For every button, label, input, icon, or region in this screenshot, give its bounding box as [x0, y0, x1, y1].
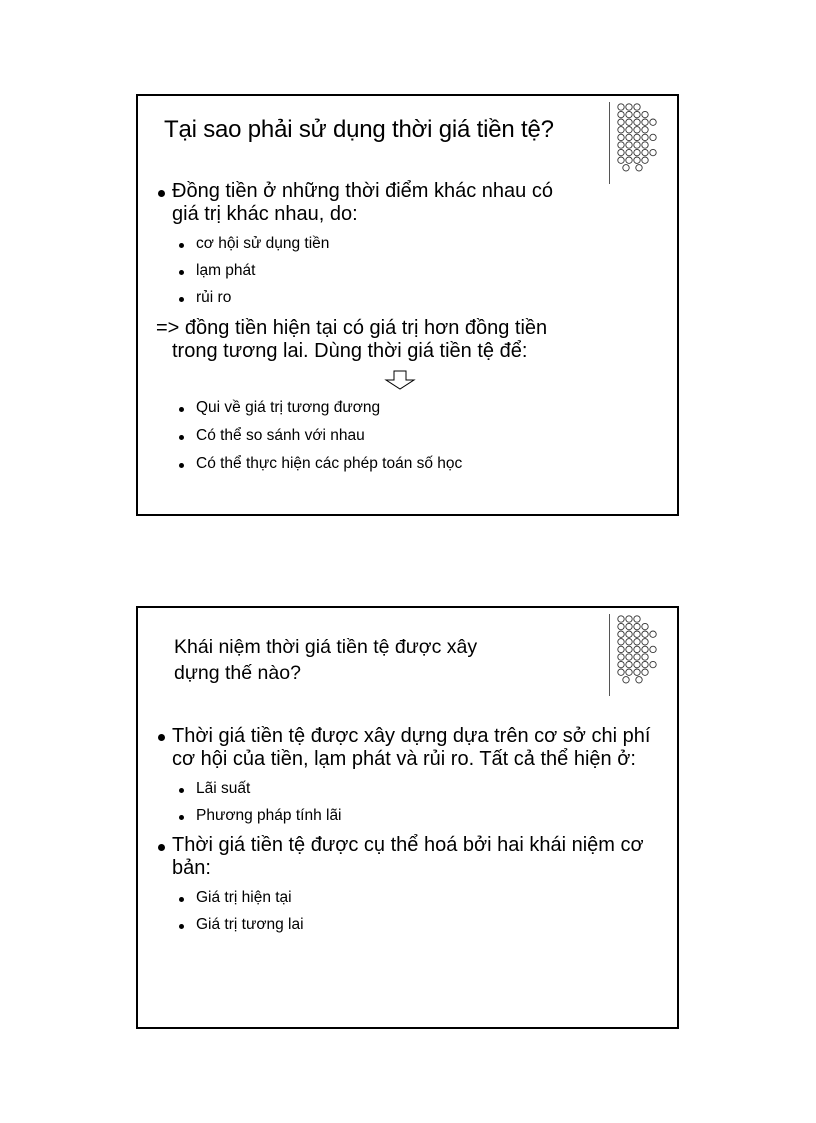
grid-circle [626, 623, 632, 629]
grid-circle [618, 157, 624, 163]
grid-circle [626, 142, 632, 148]
grid-circle [634, 111, 640, 117]
grid-circle [618, 142, 624, 148]
bullet-text: cơ hội của tiền, lạm phát và rủi ro. Tất cả thể hiện ở: [172, 748, 636, 770]
sub-bullet-dot [179, 463, 184, 468]
grid-circle [626, 111, 632, 117]
grid-circle [634, 646, 640, 652]
bullet-text: Đồng tiền ở những thời điểm khác nhau có [172, 180, 553, 202]
grid-circle [618, 149, 624, 155]
bullet-dot [158, 844, 165, 851]
grid-circle [642, 661, 648, 667]
bullet-dot [158, 190, 165, 197]
grid-circle [634, 157, 640, 163]
grid-circle [634, 142, 640, 148]
bullet-text: bản: [172, 857, 211, 879]
grid-circle [642, 111, 648, 117]
sub-bullet-dot [179, 788, 184, 793]
sub-bullet-dot [179, 815, 184, 820]
grid-circle [642, 127, 648, 133]
sub-bullet-text: Có thể thực hiện các phép toán số học [196, 455, 463, 472]
grid-circle [650, 149, 656, 155]
grid-circle [634, 149, 640, 155]
grid-circle [642, 639, 648, 645]
conclusion-text: trong tương lai. Dùng thời giá tiền tệ để: [172, 340, 528, 362]
grid-circle [618, 134, 624, 140]
slide-2 [136, 606, 679, 1029]
grid-circle [642, 134, 648, 140]
grid-circle [618, 616, 624, 622]
grid-circle [626, 646, 632, 652]
circle-grid-icon [609, 102, 673, 184]
sub-bullet-dot [179, 297, 184, 302]
grid-circle [623, 677, 629, 683]
grid-circle [642, 119, 648, 125]
grid-circle [650, 661, 656, 667]
grid-circle [626, 616, 632, 622]
grid-circle [634, 104, 640, 110]
slide-title: Khái niệm thời giá tiền tệ được xây [174, 636, 478, 658]
grid-circle [634, 623, 640, 629]
grid-circle [618, 104, 624, 110]
grid-circle [618, 119, 624, 125]
grid-circle [626, 119, 632, 125]
grid-circle [634, 119, 640, 125]
sub-bullet-dot [179, 897, 184, 902]
grid-circle [636, 677, 642, 683]
grid-circle [634, 134, 640, 140]
circle-grid-icon [609, 614, 673, 696]
grid-circle [634, 654, 640, 660]
grid-circle [626, 631, 632, 637]
grid-circle [626, 661, 632, 667]
grid-circle [618, 639, 624, 645]
sub-bullet-text: cơ hội sử dụng tiền [196, 235, 330, 252]
grid-circle [650, 119, 656, 125]
grid-circle [642, 669, 648, 675]
grid-circle [618, 631, 624, 637]
grid-circle [642, 157, 648, 163]
sub-bullet-text: Lãi suất [196, 780, 251, 797]
grid-circle [618, 646, 624, 652]
slide-1 [136, 94, 679, 516]
sub-bullet-text: Giá trị hiện tại [196, 889, 292, 906]
bullet-text: Thời giá tiền tệ được cụ thể hoá bởi hai khái niệm cơ [172, 834, 644, 856]
grid-circle [634, 669, 640, 675]
grid-circle [642, 142, 648, 148]
grid-circle [634, 661, 640, 667]
sub-bullet-text: Giá trị tương lai [196, 916, 304, 933]
grid-circle [618, 111, 624, 117]
grid-circle [618, 623, 624, 629]
conclusion-text: => đồng tiền hiện tại có giá trị hơn đồng tiền [156, 317, 548, 339]
grid-circle [626, 104, 632, 110]
grid-circle [634, 631, 640, 637]
grid-circle [634, 639, 640, 645]
grid-circle [650, 646, 656, 652]
grid-circle [626, 157, 632, 163]
grid-circle [642, 646, 648, 652]
grid-circle [650, 631, 656, 637]
sub-bullet-dot [179, 243, 184, 248]
grid-circle [642, 623, 648, 629]
grid-circle [618, 669, 624, 675]
grid-circle [618, 654, 624, 660]
grid-circle [626, 654, 632, 660]
grid-circle [634, 616, 640, 622]
sub-bullet-dot [179, 407, 184, 412]
bullet-dot [158, 734, 165, 741]
sub-bullet-dot [179, 435, 184, 440]
grid-circle [623, 165, 629, 171]
grid-circle [626, 134, 632, 140]
grid-circle [618, 127, 624, 133]
bullet-text: giá trị khác nhau, do: [172, 203, 358, 225]
sub-bullet-text: Phương pháp tính lãi [196, 807, 342, 824]
grid-circle [634, 127, 640, 133]
grid-circle [636, 165, 642, 171]
sub-bullet-text: rủi ro [196, 289, 232, 306]
grid-circle [642, 149, 648, 155]
grid-circle [642, 631, 648, 637]
grid-circle [642, 654, 648, 660]
grid-circle [650, 134, 656, 140]
bullet-text: Thời giá tiền tệ được xây dựng dựa trên cơ sở chi phí [172, 725, 651, 747]
grid-circle [626, 669, 632, 675]
grid-circle [618, 661, 624, 667]
grid-circle [626, 639, 632, 645]
sub-bullet-text: lạm phát [196, 262, 256, 279]
sub-bullet-dot [179, 270, 184, 275]
slide-title: dựng thế nào? [174, 662, 301, 684]
sub-bullet-text: Qui về giá trị tương đương [196, 399, 381, 416]
sub-bullet-text: Có thể so sánh với nhau [196, 427, 365, 444]
down-arrow-icon [384, 370, 416, 390]
sub-bullet-dot [179, 924, 184, 929]
grid-circle [626, 127, 632, 133]
slide-title: Tại sao phải sử dụng thời giá tiền tệ? [164, 116, 554, 143]
grid-circle [626, 149, 632, 155]
